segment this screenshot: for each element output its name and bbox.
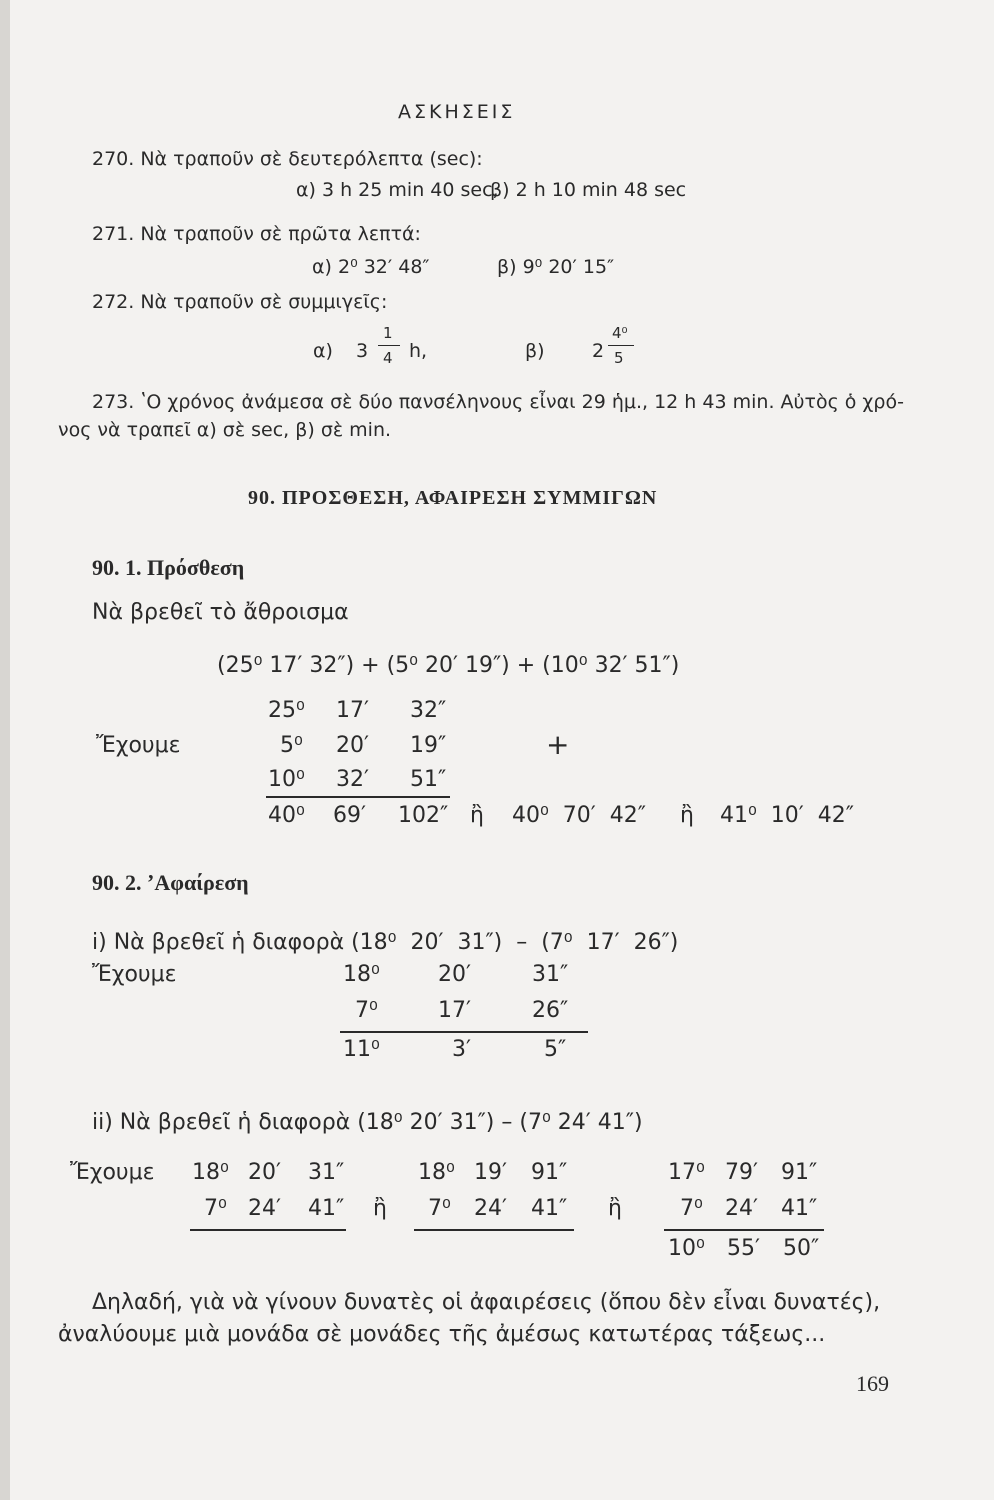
addition-sum-rule <box>266 796 450 798</box>
addend-1-min: 17′ <box>336 698 369 723</box>
ii-a-rule <box>190 1229 346 1231</box>
minuend-min: 20′ <box>438 962 471 987</box>
sum-deg: 40⁰ <box>268 803 305 828</box>
ii-b-top-deg: 18⁰ <box>418 1160 455 1185</box>
difference-min: 3′ <box>452 1037 471 1062</box>
minuend-sec: 31″ <box>532 962 569 987</box>
exercises-title: ΑΣΚΗΣΕΙΣ <box>398 101 516 123</box>
addend-3-sec: 51″ <box>410 767 447 792</box>
addend-3-min: 32′ <box>336 767 369 792</box>
ii-or-2: ἢ <box>608 1196 622 1221</box>
ex271-question: 271. Νὰ τραποῦν σὲ πρῶτα λεπτά: <box>92 223 421 245</box>
ex272-question: 272. Νὰ τραποῦν σὲ συμμιγεῖς: <box>92 291 388 313</box>
ex272-a-label: α) <box>313 340 333 362</box>
or-word-2: ἢ <box>680 803 694 828</box>
ex270-part-a: α) 3 h 25 min 40 sec, <box>296 179 499 201</box>
ii-a-top-min: 20′ <box>248 1160 281 1185</box>
ex272-a-numerator: 1 <box>383 324 393 342</box>
ii-c-top-sec: 91″ <box>781 1160 818 1185</box>
ii-c-bottom-min: 24′ <box>725 1196 758 1221</box>
ii-b-rule <box>414 1229 574 1231</box>
ex272-a-unit: h, <box>409 340 428 362</box>
ii-or-1: ἢ <box>373 1196 387 1221</box>
addend-2-deg: 5⁰ <box>280 733 303 758</box>
conclusion-line-2: ἀναλύουμε μιὰ μονάδα σὲ μονάδες τῆς ἀμέσως κατωτέρας τάξεως... <box>58 1322 826 1347</box>
ii-c-rule <box>664 1229 824 1231</box>
page-number: 169 <box>856 1371 889 1396</box>
sum-sec: 102″ <box>398 803 449 828</box>
ex272-a-whole: 3 <box>356 340 369 362</box>
plus-sign: + <box>546 728 570 761</box>
ii-c-bottom-deg: 7⁰ <box>680 1196 703 1221</box>
ex272-b-denominator: 5 <box>614 349 624 367</box>
addition-exoume: Ἔχουμε <box>96 733 181 758</box>
subtraction-i-exoume: Ἔχουμε <box>92 962 177 987</box>
ii-a-bottom-deg: 7⁰ <box>204 1196 227 1221</box>
minuend-deg: 18⁰ <box>343 962 380 987</box>
sum-normalized-2: 41⁰ 10′ 42″ <box>720 803 854 828</box>
ii-a-bottom-sec: 41″ <box>308 1196 345 1221</box>
ii-c-bottom-sec: 41″ <box>781 1196 818 1221</box>
addition-intro: Νὰ βρεθεῖ τὸ ἄθροισμα <box>92 600 349 625</box>
subtrahend-sec: 26″ <box>532 998 569 1023</box>
ex271-part-a: α) 2⁰ 32′ 48″ <box>312 256 430 278</box>
ex272-b-whole: 2 <box>592 340 605 362</box>
subtraction-heading: 90. 2. ʼΑφαίρεση <box>92 870 249 895</box>
ex272-b-label: β) <box>525 340 545 362</box>
sum-min: 69′ <box>333 803 366 828</box>
ii-b-bottom-min: 24′ <box>474 1196 507 1221</box>
ii-b-top-sec: 91″ <box>531 1160 568 1185</box>
difference-sec: 5″ <box>544 1037 567 1062</box>
section-title: 90. ΠΡΟΣΘΕΣΗ, ΑΦΑΙΡΕΣΗ ΣΥΜΜΙΓΩΝ <box>248 487 658 509</box>
subtrahend-min: 17′ <box>438 998 471 1023</box>
ii-a-top-sec: 31″ <box>308 1160 345 1185</box>
addition-expression: (25⁰ 17′ 32″) + (5⁰ 20′ 19″) + (10⁰ 32′ 51″) <box>217 653 680 678</box>
or-word-1: ἢ <box>470 803 484 828</box>
subtrahend-deg: 7⁰ <box>355 998 378 1023</box>
ii-c-result-deg: 10⁰ <box>668 1236 705 1261</box>
conclusion-line-1: Δηλαδή, γιὰ νὰ γίνουν δυνατὲς οἱ ἀφαιρέσεις (ὅπου δὲν εἶναι δυνατές), <box>92 1290 881 1315</box>
subtraction-i-rule <box>340 1031 588 1033</box>
ex272-b-fraction-bar <box>608 345 634 346</box>
ex273-line-2: νος νὰ τραπεῖ α) σὲ sec, β) σὲ min. <box>58 419 392 441</box>
addend-1-sec: 32″ <box>410 698 447 723</box>
ii-a-top-deg: 18⁰ <box>192 1160 229 1185</box>
ex270-question: 270. Νὰ τραποῦν σὲ δευτερόλεπτα (sec): <box>92 148 483 170</box>
subtraction-ii-text: ii) Νὰ βρεθεῖ ἡ διαφορὰ (18⁰ 20′ 31″) – (7⁰ 24′ 41″) <box>92 1110 643 1135</box>
page-binding-edge <box>0 0 10 1500</box>
ii-a-bottom-min: 24′ <box>248 1196 281 1221</box>
ex271-part-b: β) 9⁰ 20′ 15″ <box>497 256 615 278</box>
ii-b-top-min: 19′ <box>474 1160 507 1185</box>
ex272-b-numerator: 4⁰ <box>612 324 628 342</box>
ii-c-top-deg: 17⁰ <box>668 1160 705 1185</box>
sum-normalized-1: 40⁰ 70′ 42″ <box>512 803 646 828</box>
addend-3-deg: 10⁰ <box>268 767 305 792</box>
addend-2-min: 20′ <box>336 733 369 758</box>
ii-c-top-min: 79′ <box>725 1160 758 1185</box>
addition-heading: 90. 1. Πρόσθεση <box>92 555 245 580</box>
ex272-a-fraction-bar <box>378 345 400 346</box>
subtraction-i-text: i) Νὰ βρεθεῖ ἡ διαφορὰ (18⁰ 20′ 31″) – (7⁰ 17′ 26″) <box>92 930 679 955</box>
ii-b-bottom-sec: 41″ <box>531 1196 568 1221</box>
ex272-a-denominator: 4 <box>383 349 393 367</box>
ii-c-result-min: 55′ <box>727 1236 760 1261</box>
difference-deg: 11⁰ <box>343 1037 380 1062</box>
ii-b-bottom-deg: 7⁰ <box>428 1196 451 1221</box>
addend-1-deg: 25⁰ <box>268 698 305 723</box>
ii-c-result-sec: 50″ <box>783 1236 820 1261</box>
ex273-line-1: 273. ʽΟ χρόνος ἀνάμεσα σὲ δύο πανσέληνους εἶναι 29 ἡμ., 12 h 43 min. Αὐτὸς ὁ χρό- <box>92 391 904 413</box>
addend-2-sec: 19″ <box>410 733 447 758</box>
subtraction-ii-exoume: Ἔχουμε <box>70 1160 155 1185</box>
ex270-part-b: β) 2 h 10 min 48 sec <box>490 179 687 201</box>
